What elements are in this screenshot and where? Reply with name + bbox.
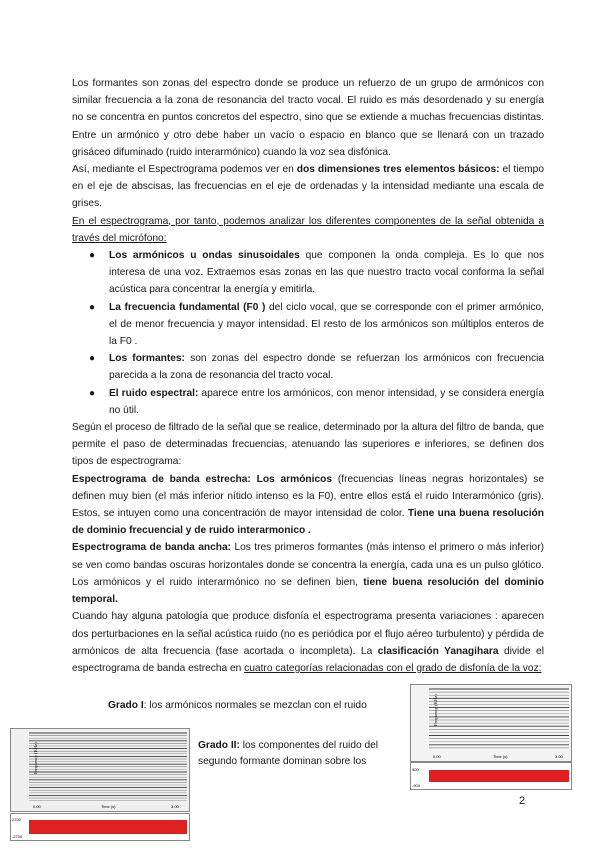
bullet-item [89, 350, 545, 384]
waveform-left-svg [11, 814, 189, 840]
p7-underline: cuatro categorías relacionadas con el grado de disfonía de la voz: [244, 662, 542, 674]
bullet-text: aparece entre los armónicos, con menor intensidad, y se considera energía no útil. [109, 387, 545, 416]
grado-2-text: los componentes del ruido del segundo formante dominan sobre los [198, 740, 379, 767]
bullet-bold: Los formantes: [109, 353, 185, 365]
spectrogram-grado-1 [410, 684, 572, 762]
p7-text2: divide el espectrograma de banda estrecha en [72, 645, 544, 674]
paragraph-filtrado: Según el proceso de filtrado de la señal que se realice, determinado por la altura del filtro de banda, que permite el paso de determinadas frecuencias, atenuando las superiores e inferiores, se definen dos tipos de espectrograma: [72, 422, 544, 468]
bullet-dot-icon: ● [89, 353, 96, 365]
spectrogram-right-t-start: 0.00 [433, 754, 441, 759]
grado-2-caption [198, 738, 408, 769]
waveform-right-svg [411, 763, 571, 789]
spectrogram-left-ylabel: Frequency (KHz) [33, 742, 38, 774]
p5-bold1: Espectrograma de banda estrecha: Los armónicos [72, 473, 333, 485]
waveform-left-bottom-label: -2700 [12, 834, 23, 839]
spectrogram-left-svg [11, 729, 189, 811]
paragraph-componentes: En el espectrograma, por tanto, podemos analizar los diferentes componentes de la señal obtenida a través del micrófono: [72, 215, 544, 244]
waveform-right-bottom-label: -900 [412, 783, 421, 788]
p7-text1: Cuando hay alguna patología que produce disfonía el espectrograma presenta variaciones : aparecen dos perturbaciones en la señal acústica ruido (no es periódica por el flujo aéreo turbulento) y pérdida de armónicos de alta frecuencia (fase acortada o incompleta). La [72, 611, 544, 657]
paragraph-patologia [72, 608, 544, 677]
spectrogram-right-ylabel: Frequency (KHz) [433, 694, 438, 726]
bullet-bold: Los armónicos u ondas sinusoidales [109, 250, 300, 262]
p5-text1: (frecuencias líneas negras horizontales) se definen muy bien (el más inferior nítido intenso es la F0), entre ellos está el ruido Interarmónico (gris). Estos, se intuyen como una concentración de mayor intensidad de color. [72, 473, 544, 520]
waveform-grado-1 [410, 762, 572, 790]
grado-1-text: : los armónicos normales se mezclan con el ruido [143, 700, 367, 711]
waveform-left-top-label: 2700 [12, 817, 21, 822]
spectrogram-left-xlabel: Time (s) [101, 804, 116, 809]
bullet-dot-icon: ● [89, 387, 96, 399]
bullet-dot-icon: ● [89, 301, 96, 313]
waveform-grado-2 [10, 813, 190, 841]
paragraph-formantes: Los formantes son zonas del espectro donde se produce un refuerzo de un grupo de armónicos con similar frecuencia a la zona de resonancia del tracto vocal. El ruido es más desordenado y su energía no se concentra en puntos concretos del espectro, sino que se extiende a muchas frecuencias distintas. Entre un armónico y otro debe haber un vacío o espacio en blanco que se llenará con un trazado grisáceo difuminado (ruido interarmónico) cuando la voz sea disfónica. [72, 78, 544, 158]
bullet-text: que componen la onda compleja. Es lo que nos interesa de una voz. Extraemos esas zonas en las que nuestro tracto vocal conforma la señal acústica para concentrar la energía y emitirla. [109, 250, 545, 296]
p7-bold1: clasificación Yanagihara [377, 645, 499, 657]
bullet-bold: El ruido espectral: [109, 387, 199, 399]
grado-1-bold: Grado I [108, 700, 144, 711]
waveform-right-top-label: 900 [412, 767, 419, 772]
p2-bold: dos dimensiones tres elementos básicos: [296, 164, 500, 176]
body-text [72, 75, 544, 677]
p2-text-c: el tiempo en el eje de abscisas, las frecuencias en el eje de ordenadas y la intensidad mediante una escala de grises. [72, 164, 544, 210]
waveform-right-signal [429, 770, 569, 782]
spectrogram-left-t-start: 0.00 [33, 804, 41, 809]
paragraph-espectrograma [72, 161, 544, 213]
bullet-text: del ciclo vocal, que se corresponde con el primer armónico, el de menor frecuencia y mayor intensidad. El resto de los armónicos son múltiplos enteros de la F0 . [109, 301, 544, 348]
bullet-item [89, 299, 544, 351]
bullet-item [89, 385, 545, 419]
p6-bold1: Espectrograma de banda ancha: [72, 542, 232, 554]
bullet-text: son zonas del espectro donde se refuerzan los armónicos con frecuencia parecida a la zona de resonancia del tracto vocal. [109, 353, 545, 382]
spectrogram-right-svg [411, 685, 571, 761]
bullet-list [72, 247, 544, 419]
spectrogram-left-t-end: 3.00 [171, 804, 179, 809]
p6-text1: Los tres primeros formantes (más intenso el primero o más inferior) se ven como bandas oscuras horizontales donde se concentra la energía, cada una es un pulso glótico. Los armónicos y el ruido interarmónico no se definen bien, [72, 542, 545, 588]
p6-bold2: tiene buena resolución del dominio temporal. [72, 576, 544, 606]
paragraph-banda-ancha [72, 539, 544, 608]
bullet-item [89, 247, 545, 299]
grado-2-bold: Grado II: [198, 740, 240, 751]
spectrogram-right-xlabel: Time (s) [493, 754, 508, 759]
bullet-bold: La frecuencia fundamental (F0 ) [109, 301, 266, 313]
spectrogram-right-t-end: 3.00 [555, 754, 563, 759]
p5-bold2: Tiene una buena resolución de dominio frecuencial y de ruido interarmonico . [72, 508, 544, 537]
grado-1-caption [108, 700, 367, 711]
bullet-dot-icon: ● [89, 250, 96, 262]
paragraph-banda-estrecha [72, 471, 544, 540]
waveform-left-signal [29, 820, 187, 834]
spectrogram-grado-2 [10, 728, 190, 812]
page-number: 2 [519, 795, 526, 807]
p2-text-a: Así, mediante el Espectrograma podemos ver en [72, 164, 297, 176]
